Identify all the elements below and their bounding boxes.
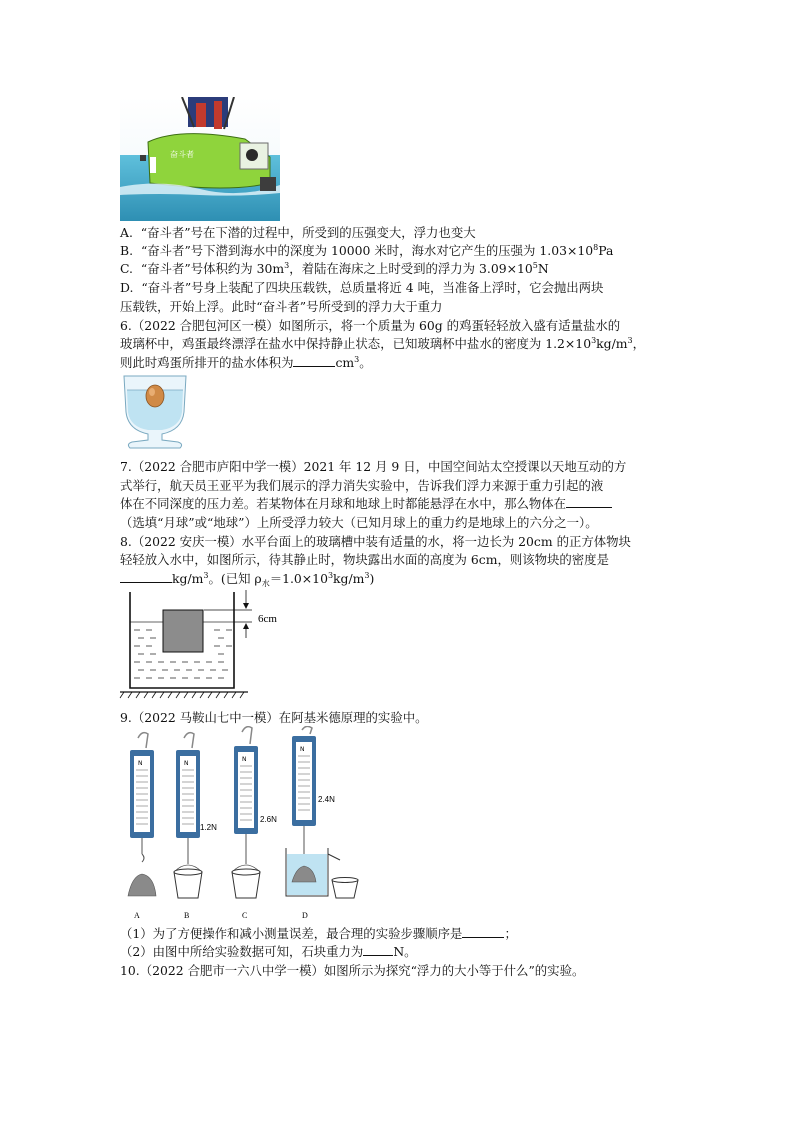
q7-line-4: （选填“月球”或“地球”）上所受浮力较大（已知月球上的重力约是地球上的六分之一）。 — [120, 515, 598, 530]
q6-line-3: 则此时鸡蛋所排开的盐水体积为 $cm^3$。 — [120, 355, 372, 370]
scale-a-unit: N — [138, 760, 143, 767]
q9-sub-1: （1）为了方便操作和减小测量误差，最合理的实验步骤顺序是 ； — [120, 926, 517, 941]
q6-line-2: 玻璃杯中，鸡蛋最终漂浮在盐水中保持静止状态，已知玻璃杯中盐水的密度为 $1.2\times 10^3kg/m^3$， — [120, 336, 646, 351]
q6-line-1: 6.（2022 合肥包河区一模）如图所示，将一个质量为 60g 的鸡蛋轻轻放入盛有适量盐水的 — [120, 318, 621, 333]
reading-b: 1.2N — [200, 823, 217, 832]
scale-b-unit: N — [184, 760, 189, 767]
q6-answer-blank[interactable] — [293, 354, 335, 367]
spring-scale-c — [232, 727, 277, 898]
scale-c-unit: N — [242, 756, 247, 763]
panel-label-a: A — [134, 911, 140, 920]
panel-label-b: B — [184, 911, 190, 920]
q9-weight-blank[interactable] — [363, 943, 393, 956]
q5-option-c: C. “奋斗者”号体积约为 $30m^3$，着陆在海床之上时受到的浮力为 $3.09\times 10^5N$ — [120, 261, 549, 276]
q5-option-d-continued: 压载铁，开始上浮。此时“奋斗者”号所受到的浮力大于重力 — [120, 299, 443, 314]
q5-option-a: A. “奋斗者”号在下潜的过程中，所受到的压强变大，浮力也变大 — [120, 225, 476, 240]
q9-title: 9.（2022 马鞍山七中一模）在阿基米德原理的实验中。 — [120, 710, 428, 725]
dimension-label: 6cm — [258, 613, 277, 625]
spring-scale-b — [174, 733, 217, 898]
floating-cube — [163, 610, 203, 652]
q9-order-blank[interactable] — [462, 925, 504, 938]
q7-answer-blank[interactable] — [566, 495, 612, 508]
spring-scale-d — [286, 726, 358, 898]
spring-scale-a — [128, 733, 156, 896]
q5-option-d: D. “奋斗者”号身上装配了四块压载铁，总质量将近 4 吨，当准备上浮时，它会抛出两块 — [120, 280, 604, 295]
egg-glass-figure — [118, 372, 192, 452]
q7-line-2: 式举行，航天员王亚平为我们展示的浮力消失实验中，告诉我们浮力来源于重力引起的液 — [120, 478, 604, 493]
q9-sub-2: （2）由图中所给实验数据可知，石块重力为 N。 — [120, 944, 417, 959]
reading-c: 2.6N — [260, 815, 277, 824]
tank-figure — [118, 588, 298, 704]
submarine-photo — [120, 97, 280, 221]
archimedes-experiment-figure — [118, 726, 368, 922]
scale-d-unit: N — [300, 746, 305, 753]
q7-line-1: 7.（2022 合肥市庐阳中学一模）2021 年 12 月 9 日，中国空间站太空授课以天地互动的方 — [120, 459, 627, 474]
q8-line-3: $kg/m^3$。(已知 $\rho_水=1.0\times 10^3kg/m^3$) — [120, 570, 374, 588]
q8-line-2: 轻轻放入水中，如图所示，待其静止时，物块露出水面的高度为 6cm，则该物块的密度是 — [120, 552, 609, 567]
submarine-hull-text: 奋斗者 — [170, 150, 194, 159]
q8-answer-blank[interactable] — [120, 570, 172, 583]
q10-line-1: 10.（2022 合肥市一六八中学一模）如图所示为探究“浮力的大小等于什么”的实验。 — [120, 963, 585, 978]
q8-line-1: 8.（2022 安庆一模）水平台面上的玻璃槽中装有适量的水，将一边长为 20cm 的正方体物块 — [120, 534, 631, 549]
q7-line-3: 体在不同深度的压力差。若某物体在月球和地球上时都能悬浮在水中，那么物体在 — [120, 495, 612, 513]
panel-label-d: D — [302, 911, 308, 920]
panel-label-c: C — [242, 911, 248, 920]
reading-d: 2.4N — [318, 795, 335, 804]
q5-option-b: B. “奋斗者”号下潜到海水中的深度为 10000 米时，海水对它产生的压强为 $1.03\times 10^8Pa$ — [120, 243, 614, 258]
